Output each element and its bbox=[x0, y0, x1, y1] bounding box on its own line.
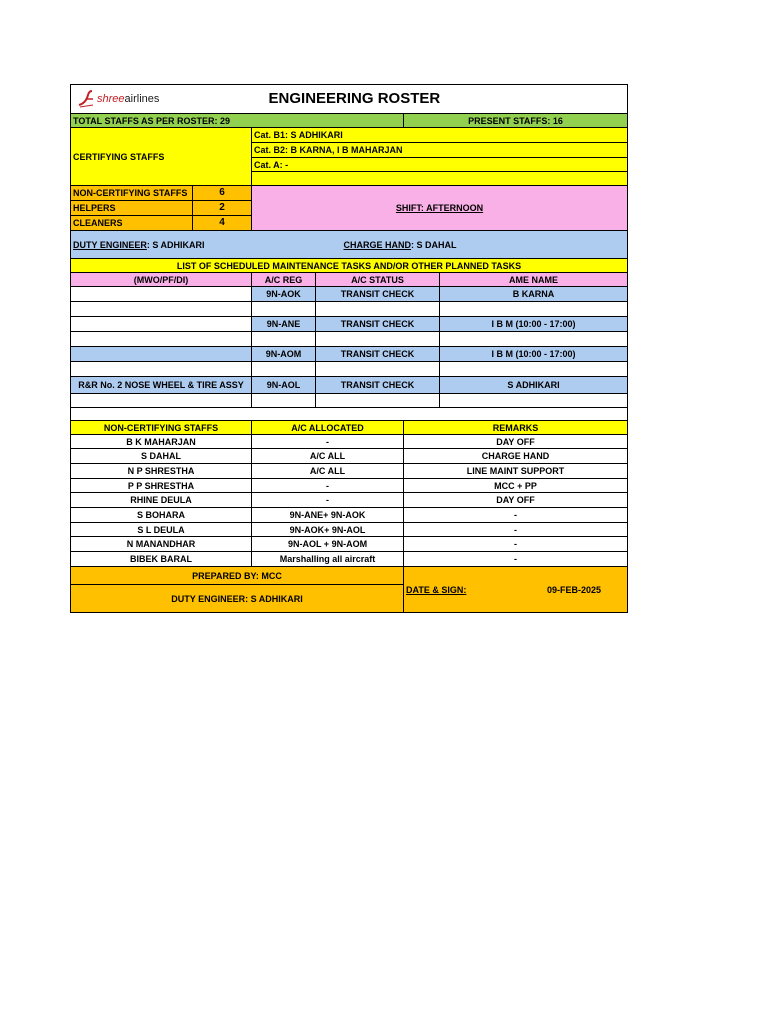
staff-allocated: 9N-AOL + 9N-AOM bbox=[252, 537, 404, 552]
non-certifying-count-row bbox=[71, 186, 628, 201]
task-row bbox=[71, 287, 628, 302]
engineering-roster-sheet bbox=[70, 84, 627, 613]
ame-cell bbox=[440, 394, 628, 408]
col-ame-name: AME NAME bbox=[440, 273, 628, 287]
charge-hand-label: CHARGE HAND bbox=[343, 239, 412, 250]
prepared-by-row bbox=[71, 567, 628, 585]
charge-hand bbox=[316, 231, 628, 259]
task-cell bbox=[71, 302, 252, 317]
staff-name: S DAHAL bbox=[71, 449, 252, 464]
helpers-label: HELPERS bbox=[71, 201, 193, 216]
staff-remarks: LINE MAINT SUPPORT bbox=[404, 464, 628, 479]
logo-cell bbox=[71, 85, 252, 114]
staff-remarks: DAY OFF bbox=[404, 435, 628, 449]
task-cell: R&R No. 2 NOSE WHEEL & TIRE ASSY bbox=[71, 377, 252, 394]
duty-engineer-value: : S ADHIKARI bbox=[146, 239, 205, 250]
ame-cell bbox=[440, 332, 628, 347]
shift-text: SHIFT: AFTERNOON bbox=[395, 203, 484, 213]
reg-cell bbox=[252, 394, 316, 408]
footer-duty-engineer: DUTY ENGINEER: S ADHIKARI bbox=[71, 585, 404, 613]
cleaners-label: CLEANERS bbox=[71, 216, 193, 231]
ame-cell: B KARNA bbox=[440, 287, 628, 302]
date-value: 09-FEB-2025 bbox=[546, 584, 602, 595]
staff-allocated: 9N-AOK+ 9N-AOL bbox=[252, 523, 404, 537]
status-cell bbox=[316, 302, 440, 317]
staff-name: RHINE DEULA bbox=[71, 493, 252, 508]
staff-allocated: 9N-ANE+ 9N-AOK bbox=[252, 508, 404, 523]
shree-airlines-logo bbox=[73, 85, 250, 113]
present-staffs: PRESENT STAFFS: 16 bbox=[404, 114, 628, 128]
col-task: (MWO/PF/DI) bbox=[71, 273, 252, 287]
staff-allocated: - bbox=[252, 479, 404, 493]
helpers-value: 2 bbox=[193, 201, 252, 216]
non-certifying-label: NON-CERTIFYING STAFFS bbox=[71, 186, 193, 201]
col-staff-name: NON-CERTIFYING STAFFS bbox=[71, 421, 252, 435]
staff-row bbox=[71, 449, 628, 464]
task-row bbox=[71, 302, 628, 317]
staff-row bbox=[71, 493, 628, 508]
staff-name: P P SHRESTHA bbox=[71, 479, 252, 493]
col-ac-allocated: A/C ALLOCATED bbox=[252, 421, 404, 435]
staff-row bbox=[71, 508, 628, 523]
staff-remarks: - bbox=[404, 508, 628, 523]
task-cell bbox=[71, 317, 252, 332]
staff-allocated: Marshalling all aircraft bbox=[252, 552, 404, 567]
roster-table bbox=[70, 84, 628, 613]
date-sign-cell bbox=[404, 567, 628, 613]
task-cell bbox=[71, 394, 252, 408]
staff-allocated: A/C ALL bbox=[252, 464, 404, 479]
staff-row bbox=[71, 479, 628, 493]
staff-row bbox=[71, 435, 628, 449]
col-ac-reg: A/C REG bbox=[252, 273, 316, 287]
reg-cell: 9N-ANE bbox=[252, 317, 316, 332]
totals-row bbox=[71, 114, 628, 128]
task-cell bbox=[71, 287, 252, 302]
task-cell bbox=[71, 332, 252, 347]
staff-row bbox=[71, 464, 628, 479]
spacer-cell bbox=[71, 408, 628, 421]
certifying-staffs-label: CERTIFYING STAFFS bbox=[71, 128, 252, 186]
blank-cell bbox=[252, 172, 628, 186]
staff-remarks: MCC + PP bbox=[404, 479, 628, 493]
non-certifying-value: 6 bbox=[193, 186, 252, 201]
status-cell: TRANSIT CHECK bbox=[316, 287, 440, 302]
col-remarks: REMARKS bbox=[404, 421, 628, 435]
staff-allocated: - bbox=[252, 435, 404, 449]
staff-remarks: - bbox=[404, 537, 628, 552]
reg-cell: 9N-AOK bbox=[252, 287, 316, 302]
staff-name: BIBEK BARAL bbox=[71, 552, 252, 567]
staff-remarks: DAY OFF bbox=[404, 493, 628, 508]
cat-b1-row bbox=[71, 128, 628, 143]
status-cell bbox=[316, 362, 440, 377]
col-ac-status: A/C STATUS bbox=[316, 273, 440, 287]
prepared-by: PREPARED BY: MCC bbox=[71, 567, 404, 585]
ame-cell: S ADHIKARI bbox=[440, 377, 628, 394]
duty-engineer bbox=[71, 231, 316, 259]
staff-row bbox=[71, 523, 628, 537]
staff-name: S L DEULA bbox=[71, 523, 252, 537]
ame-cell bbox=[440, 302, 628, 317]
staff-remarks: CHARGE HAND bbox=[404, 449, 628, 464]
tasks-heading-row bbox=[71, 259, 628, 273]
staff-allocated: A/C ALL bbox=[252, 449, 404, 464]
staff-name: N P SHRESTHA bbox=[71, 464, 252, 479]
date-sign-label: DATE & SIGN: bbox=[406, 584, 467, 595]
tasks-columns-row bbox=[71, 273, 628, 287]
reg-cell bbox=[252, 302, 316, 317]
staff-name: B K MAHARJAN bbox=[71, 435, 252, 449]
status-cell: TRANSIT CHECK bbox=[316, 347, 440, 362]
staff-columns-row bbox=[71, 421, 628, 435]
staff-allocated: - bbox=[252, 493, 404, 508]
cat-b2: Cat. B2: B KARNA, I B MAHARJAN bbox=[252, 143, 628, 158]
staff-remarks: - bbox=[404, 523, 628, 537]
logo-brand: shree bbox=[97, 93, 125, 105]
task-cell bbox=[71, 347, 252, 362]
staff-row bbox=[71, 552, 628, 567]
status-cell bbox=[316, 332, 440, 347]
duty-engineer-label: DUTY ENGINEER bbox=[73, 239, 147, 250]
page-title: ENGINEERING ROSTER bbox=[252, 85, 628, 114]
task-row bbox=[71, 332, 628, 347]
duty-row bbox=[71, 231, 628, 259]
status-cell: TRANSIT CHECK bbox=[316, 377, 440, 394]
cat-a: Cat. A: - bbox=[252, 158, 628, 172]
logo-text bbox=[97, 93, 159, 105]
task-row bbox=[71, 362, 628, 377]
task-row bbox=[71, 377, 628, 394]
cleaners-value: 4 bbox=[193, 216, 252, 231]
logo-swoosh-icon bbox=[77, 89, 95, 109]
charge-hand-value: : S DAHAL bbox=[411, 239, 457, 250]
staff-name: N MANANDHAR bbox=[71, 537, 252, 552]
reg-cell: 9N-AOL bbox=[252, 377, 316, 394]
task-row bbox=[71, 317, 628, 332]
ame-cell bbox=[440, 362, 628, 377]
cat-b1: Cat. B1: S ADHIKARI bbox=[252, 128, 628, 143]
reg-cell: 9N-AOM bbox=[252, 347, 316, 362]
spacer-row bbox=[71, 408, 628, 421]
staff-row bbox=[71, 537, 628, 552]
task-row bbox=[71, 394, 628, 408]
header-row bbox=[71, 85, 628, 114]
ame-cell: I B M (10:00 - 17:00) bbox=[440, 317, 628, 332]
task-cell bbox=[71, 362, 252, 377]
reg-cell bbox=[252, 362, 316, 377]
tasks-heading: LIST OF SCHEDULED MAINTENANCE TASKS AND/OR OTHER PLANNED TASKS bbox=[71, 259, 628, 273]
task-row bbox=[71, 347, 628, 362]
staff-remarks: - bbox=[404, 552, 628, 567]
logo-suffix: airlines bbox=[124, 93, 160, 105]
total-staffs: TOTAL STAFFS AS PER ROSTER: 29 bbox=[71, 114, 404, 128]
shift-label bbox=[252, 186, 628, 231]
staff-name: S BOHARA bbox=[71, 508, 252, 523]
ame-cell: I B M (10:00 - 17:00) bbox=[440, 347, 628, 362]
status-cell bbox=[316, 394, 440, 408]
status-cell: TRANSIT CHECK bbox=[316, 317, 440, 332]
reg-cell bbox=[252, 332, 316, 347]
